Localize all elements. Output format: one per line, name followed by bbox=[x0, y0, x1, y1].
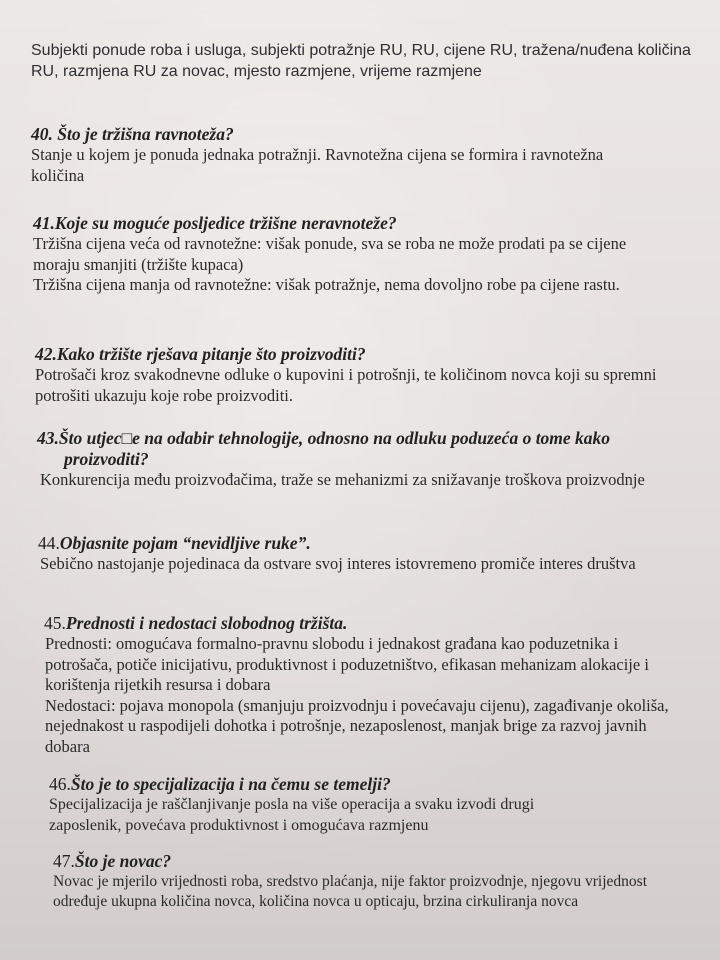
question-text-continued: proizvoditi? bbox=[64, 449, 149, 469]
question-number: 40. bbox=[31, 124, 53, 144]
question-title bbox=[38, 533, 720, 554]
answer bbox=[45, 634, 685, 757]
answer-paragraph: Prednosti: omogućava formalno-pravnu slobodu i jednakost građana kao poduzetnika i potrošača, potiče inicijativu, produktivnost i poduzetništvo, efikasan mehanizam alokacije i korištenja rijetkih resursa i dobara bbox=[45, 634, 649, 694]
question-46 bbox=[49, 774, 720, 836]
answer-paragraph: Nedostaci: pojava monopola (smanjuju proizvodnju i povećavaju cijenu), zagađivanje okoliša, nejednakost u raspodijeli dohotka i potrošnje, nezaposlenost, manjak brige za razvoj javnih dobara bbox=[45, 695, 669, 756]
question-45 bbox=[44, 613, 720, 757]
question-42 bbox=[35, 344, 720, 406]
question-text: Prednosti i nedostaci slobodnog tržišta. bbox=[65, 613, 348, 633]
question-number: 42. bbox=[35, 344, 57, 364]
question-title bbox=[49, 774, 720, 795]
answer bbox=[49, 795, 609, 836]
question-title bbox=[44, 613, 720, 634]
question-number: 41. bbox=[33, 213, 55, 233]
question-text: Koje su moguće posljedice tržišne neravnoteže? bbox=[54, 213, 397, 233]
question-number: 43. bbox=[37, 428, 59, 448]
answer-paragraph: Konkurencija među proizvođačima, traže se mehanizmi za snižavanje troškova proizvodnje bbox=[40, 470, 645, 489]
question-text: Što je to specijalizacija i na čemu se temelji? bbox=[70, 774, 391, 794]
question-41 bbox=[33, 213, 720, 296]
question-text: Objasnite pojam “nevidljive ruke”. bbox=[59, 533, 311, 553]
question-title bbox=[33, 213, 720, 234]
answer-paragraph: Tržišna cijena veća od ravnotežne: višak ponude, sva se roba ne može prodati pa se cijene moraju smanjiti (tržište kupaca) bbox=[33, 234, 627, 274]
question-text: Što je novac? bbox=[74, 851, 172, 871]
question-47 bbox=[53, 851, 720, 911]
question-title bbox=[37, 428, 720, 470]
question-text: Što je tržišna ravnoteža? bbox=[52, 124, 234, 144]
question-number: 45. bbox=[44, 613, 66, 633]
answer-paragraph: Potrošači kroz svakodnevne odluke o kupovini i potrošnji, te količinom novca koji su spremni potrošiti ukazuju koje robe proizvoditi. bbox=[35, 365, 657, 405]
question-title bbox=[35, 344, 720, 365]
question-44 bbox=[38, 533, 720, 575]
answer-paragraph: Sebično nastojanje pojedinaca da ostvare svoj interes istovremeno promiče interes društva bbox=[40, 554, 636, 573]
question-number: 46. bbox=[49, 774, 71, 794]
answer bbox=[40, 554, 670, 575]
answer-paragraph: Specijalizacija je raščlanjivanje posla na više operacija a svaku izvodi drugi zaposlenik, povećava produktivnost i omogućava razmjenu bbox=[49, 796, 535, 834]
question-title bbox=[53, 851, 720, 872]
answer bbox=[35, 365, 680, 406]
question-text: Što utjec□e na odabir tehnologije, odnosno na odluku poduzeća o tome kako bbox=[58, 428, 611, 448]
answer-paragraph: Stanje u kojem je ponuda jednaka potražnji. Ravnotežna cijena se formira i ravnotežna količina bbox=[31, 145, 604, 185]
answer bbox=[31, 145, 641, 186]
question-43 bbox=[37, 428, 720, 491]
answer bbox=[53, 872, 673, 911]
question-text: Kako tržište rješava pitanje što proizvoditi? bbox=[56, 344, 366, 364]
question-title bbox=[31, 124, 720, 145]
answer bbox=[33, 234, 673, 296]
answer bbox=[40, 470, 680, 491]
question-40 bbox=[31, 124, 720, 186]
question-number: 44. bbox=[38, 533, 60, 553]
question-number: 47. bbox=[53, 851, 75, 871]
intro-paragraph: Subjekti ponude roba i usluga, subjekti potražnje RU, RU, cijene RU, tražena/nuđena količina RU, razmjena RU za novac, mjesto razmjene, vrijeme razmjene bbox=[31, 42, 691, 80]
answer-paragraph: Tržišna cijena manja od ravnotežne: višak potražnje, nema dovoljno robe pa cijene rastu. bbox=[33, 275, 620, 294]
answer-paragraph: Novac je mjerilo vrijednosti roba, sredstvo plaćanja, nije faktor proizvodnje, njegovu vrijednost određuje ukupna količina novca, količina novca u opticaju, brzina cirkuliranja novca bbox=[53, 873, 648, 910]
